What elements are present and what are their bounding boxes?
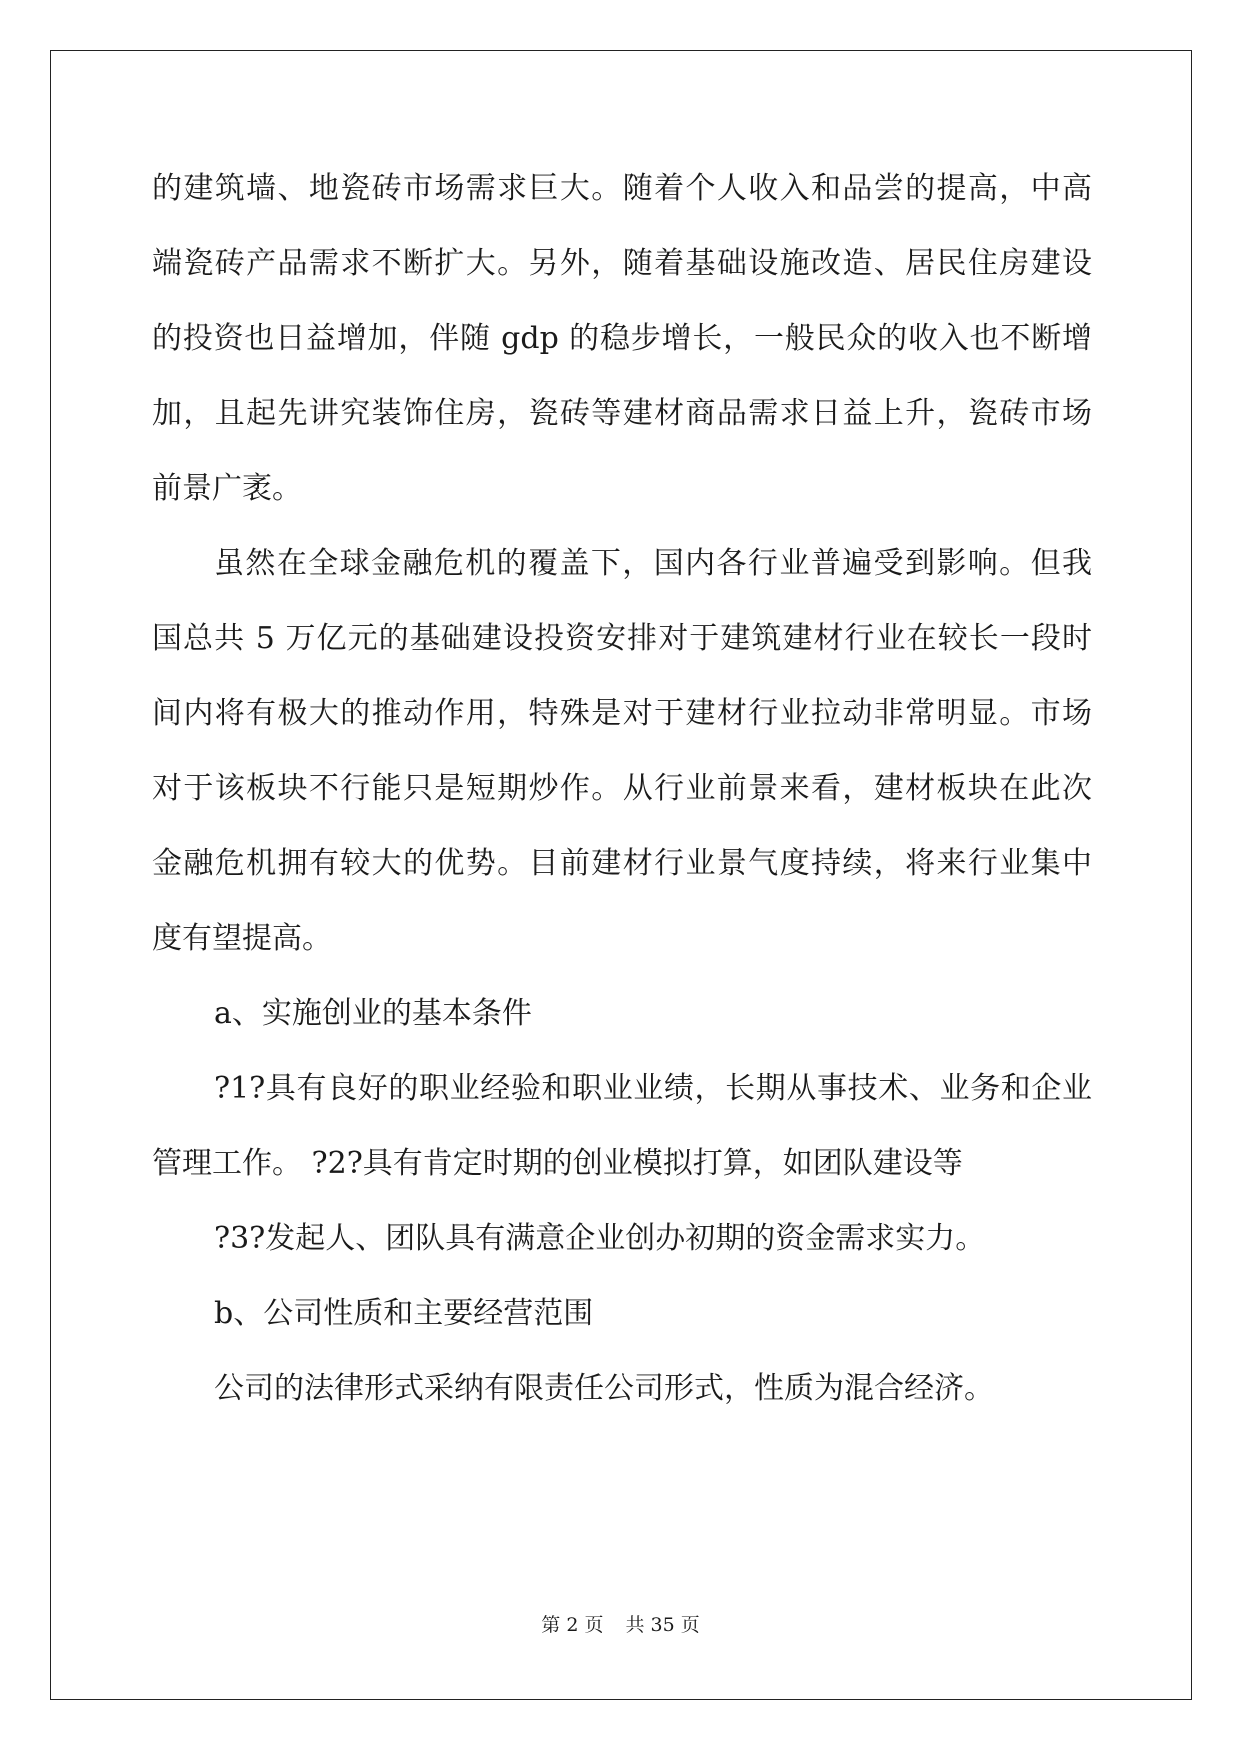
page-total: 共 35 页 — [625, 1614, 700, 1636]
text-line: 端瓷砖产品需求不断扩大。另外，随着基础设施改造、居民住房建设 — [152, 246, 1092, 281]
text-line: 度有望提高。 — [152, 921, 332, 956]
text-line: 前景广袤。 — [152, 471, 302, 506]
text-line: 国总共 5 万亿元的基础建设投资安排对于建筑建材行业在较长一段时 — [152, 621, 1092, 656]
text-line: 加，且起先讲究装饰住房，瓷砖等建材商品需求日益上升，瓷砖市场 — [152, 396, 1092, 431]
text-line: ?1?具有良好的职业经验和职业业绩，长期从事技术、业务和企业 — [214, 1071, 1092, 1106]
text-line: 的投资也日益增加，伴随 gdp 的稳步增长，一般民众的收入也不断增 — [152, 321, 1092, 356]
text-line: 管理工作。 ?2?具有肯定时期的创业模拟打算，如团队建设等 — [152, 1146, 963, 1181]
text-line: 的建筑墙、地瓷砖市场需求巨大。随着个人收入和品尝的提高，中高 — [152, 171, 1092, 206]
text-line: ?3?发起人、团队具有满意企业创办初期的资金需求实力。 — [214, 1221, 986, 1256]
page-number: 第 2 页 — [541, 1614, 604, 1636]
text-line: 公司的法律形式采纳有限责任公司形式，性质为混合经济。 — [214, 1371, 994, 1406]
section-heading: a、实施创业的基本条件 — [214, 996, 532, 1031]
text-line: 间内将有极大的推动作用，特殊是对于建材行业拉动非常明显。市场 — [152, 696, 1092, 731]
text-line: 虽然在全球金融危机的覆盖下，国内各行业普遍受到影响。但我 — [214, 546, 1092, 581]
text-line: 金融危机拥有较大的优势。目前建材行业景气度持续，将来行业集中 — [152, 846, 1092, 881]
page-footer — [0, 1610, 1241, 1637]
section-heading: b、公司性质和主要经营范围 — [214, 1296, 594, 1331]
text-line: 对于该板块不行能只是短期炒作。从行业前景来看，建材板块在此次 — [152, 771, 1092, 806]
